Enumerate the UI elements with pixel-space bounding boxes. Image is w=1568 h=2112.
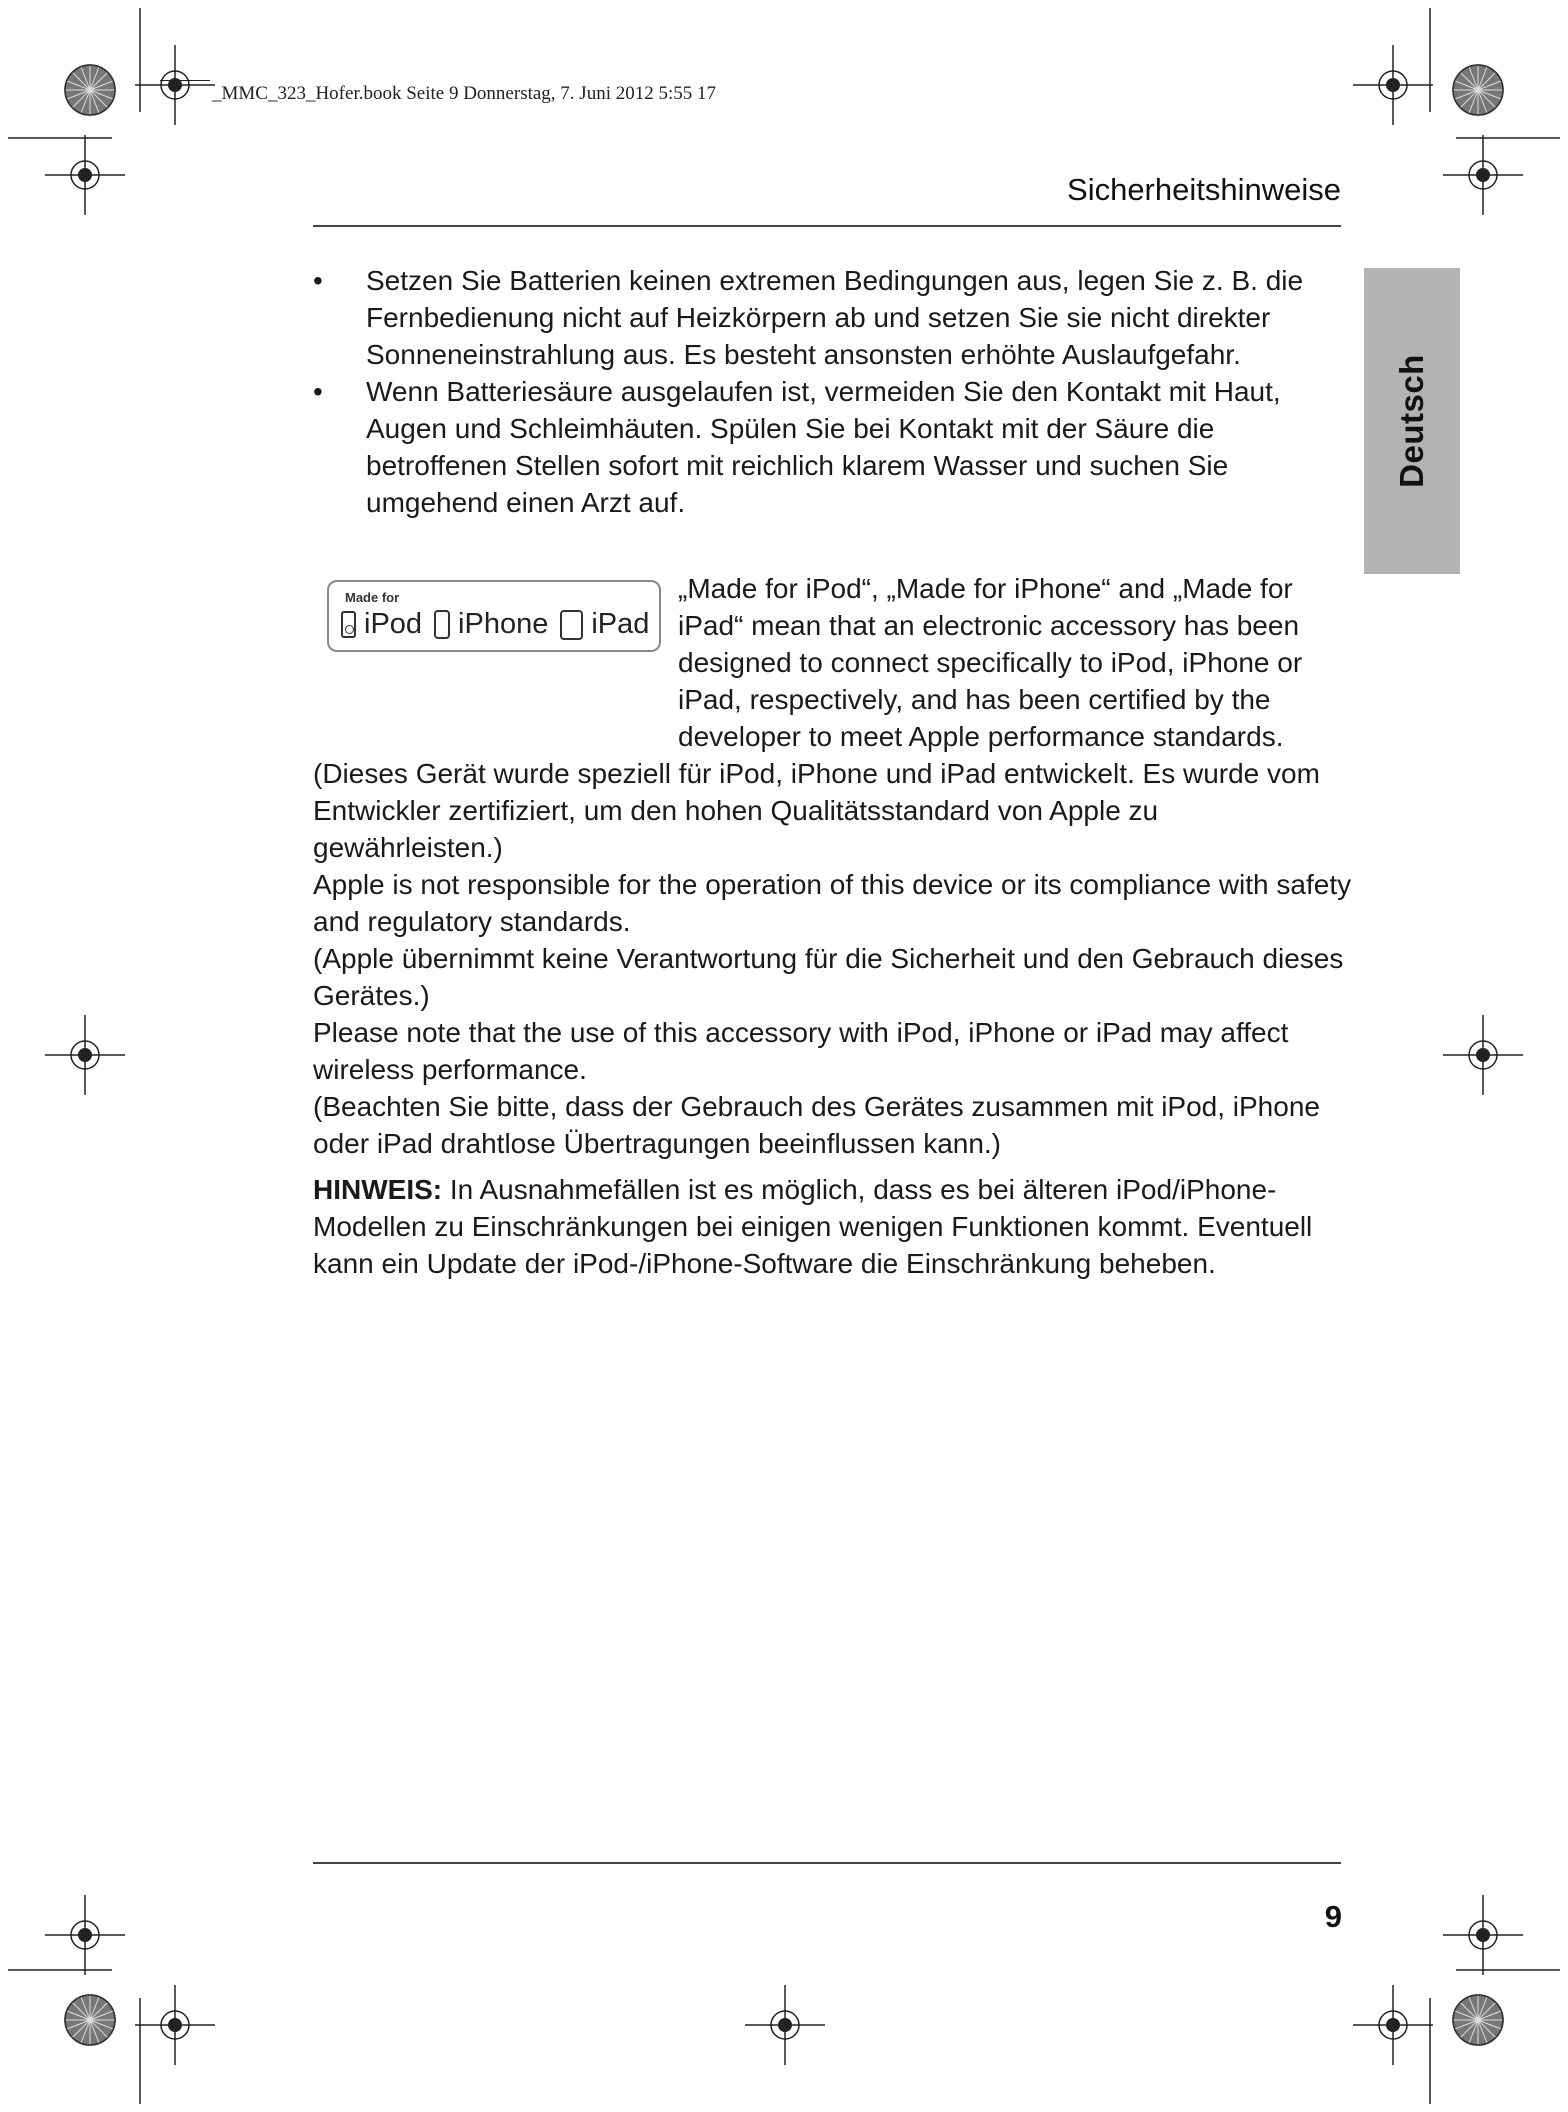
language-tab-label: Deutsch bbox=[1393, 354, 1430, 488]
paragraph-dieses-geraet: (Dieses Gerät wurde speziell für iPod, iPhone und iPad entwickelt. Es wurde vom Entwickler zertifiziert, um den hohen Qualitätsstandard von Apple zu gewährleisten.) bbox=[313, 758, 1320, 863]
language-tab bbox=[1364, 268, 1460, 574]
note-label: HINWEIS: bbox=[313, 1174, 443, 1205]
badge-device-iphone: iPhone bbox=[458, 608, 549, 640]
section-title: Sicherheitshinweise bbox=[1067, 172, 1341, 207]
iphone-icon bbox=[434, 610, 450, 639]
note-paragraph bbox=[313, 1171, 1353, 1282]
print-slug: _MMC_323_Hofer.book Seite 9 Donnerstag, 7. Juni 2012 5:55 17 bbox=[212, 83, 717, 104]
badge-made-for-label: Made for bbox=[345, 590, 400, 605]
footer-rule bbox=[313, 1862, 1341, 1864]
paragraph-wireless-performance: Please note that the use of this accessory with iPod, iPhone or iPad may affect wireless performance. bbox=[313, 1017, 1289, 1085]
paragraph-beachten: (Beachten Sie bitte, dass der Gebrauch des Gerätes zusammen mit iPod, iPhone oder iPad drahtlose Übertragungen beeinflussen kann.) bbox=[313, 1091, 1320, 1159]
badge-device-ipod: iPod bbox=[364, 608, 423, 640]
bullet-item: • Setzen Sie Batterien keinen extremen Bedingungen aus, legen Sie z. B. die Fernbedienung nicht auf Heizkörpern ab und setzen Sie sie nicht direkter Sonneneinstrahlung aus. Es besteht ansonsten erhöhte Auslaufgefahr. bbox=[313, 262, 1353, 373]
note-text: In Ausnahmefällen ist es möglich, dass es bei älteren iPod/iPhone-Modellen zu Einschränkungen bei einigen wenigen Funktionen kommt. Eventuell kann ein Update der iPod-/iPhone-Software die Einschränkung beheben. bbox=[313, 1174, 1313, 1279]
ipad-icon bbox=[560, 610, 583, 640]
paragraph-apple-uebernimmt: (Apple übernimmt keine Verantwortung für die Sicherheit und den Gebrauch dieses Gerätes.) bbox=[313, 943, 1344, 1011]
header-rule bbox=[313, 225, 1341, 227]
paragraph-apple-not-responsible: Apple is not responsible for the operation of this device or its compliance with safety and regulatory standards. bbox=[313, 869, 1352, 937]
made-for-ipod-badge bbox=[327, 580, 661, 652]
ipod-icon bbox=[341, 611, 356, 638]
bullet-item: • Wenn Batteriesäure ausgelaufen ist, vermeiden Sie den Kontakt mit Haut, Augen und Schleimhäuten. Spülen Sie bei Kontakt mit der Säure die betroffenen Stellen sofort mit reichlich klarem Wasser und suchen Sie umgehend einen Arzt auf. bbox=[313, 373, 1353, 521]
badge-device-ipad: iPad bbox=[591, 608, 650, 640]
safety-bullet-list bbox=[313, 262, 1353, 521]
page-number: 9 bbox=[1324, 1899, 1342, 1934]
made-for-statement: „Made for iPod“, „Made for iPhone“ and „Made for iPad“ mean that an electronic accessory has been designed to connect specifically to iPod, iPhone or iPad, respectively, and has been certified by the developer to meet Apple performance standards. bbox=[678, 573, 1303, 752]
